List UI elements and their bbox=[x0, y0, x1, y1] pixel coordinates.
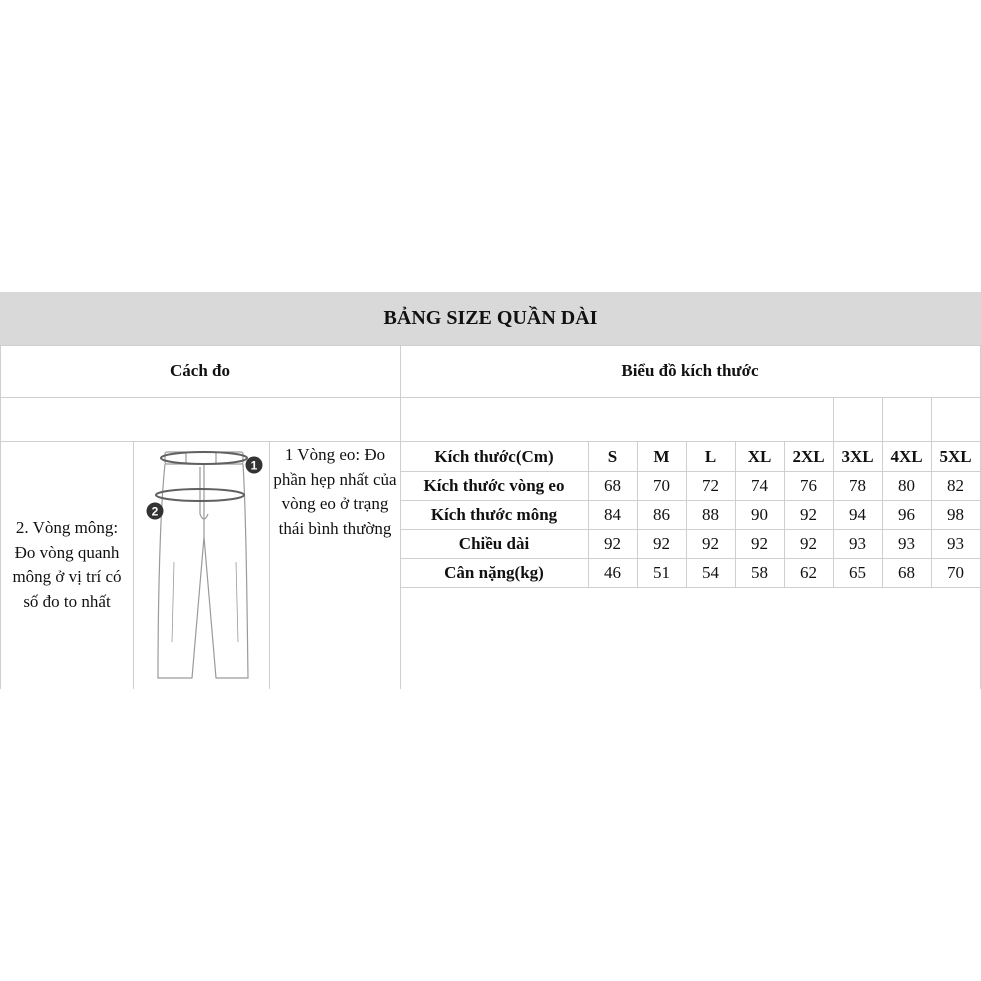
marker-2: 2 bbox=[151, 504, 159, 519]
size-col-header: 2XL bbox=[792, 446, 825, 466]
size-col-header: 4XL bbox=[890, 446, 923, 466]
table-cell: 76 bbox=[800, 475, 817, 495]
table-row-label: Kích thước vòng eo bbox=[423, 475, 565, 495]
table-cell: 93 bbox=[947, 533, 964, 553]
table-cell: 58 bbox=[751, 562, 768, 582]
table-cell: 54 bbox=[702, 562, 719, 582]
table-cell: 82 bbox=[947, 475, 964, 495]
table-cell: 46 bbox=[604, 562, 621, 582]
method-header: Cách đo bbox=[170, 361, 230, 380]
size-col-header: L bbox=[704, 446, 717, 466]
table-cell: 94 bbox=[849, 504, 866, 524]
table-cell: 68 bbox=[604, 475, 621, 495]
table-cell: 70 bbox=[947, 562, 964, 582]
marker-1: 1 bbox=[250, 458, 258, 473]
table-cell: 93 bbox=[898, 533, 915, 553]
table-cell: 92 bbox=[702, 533, 719, 553]
size-col-header: 3XL bbox=[841, 446, 874, 466]
table-cell: 80 bbox=[898, 475, 915, 495]
table-cell: 98 bbox=[947, 504, 964, 524]
table-row-label: Chiều dài bbox=[458, 533, 530, 553]
table-row-label: Kích thước mông bbox=[430, 504, 558, 524]
chart-header: Biểu đồ kích thước bbox=[621, 361, 759, 380]
table-cell: 92 bbox=[800, 504, 817, 524]
size-table-header-label: Kích thước(Cm) bbox=[434, 446, 554, 466]
table-cell: 92 bbox=[604, 533, 621, 553]
grid-line bbox=[400, 587, 981, 588]
table-cell: 84 bbox=[604, 504, 621, 524]
table-cell: 88 bbox=[702, 504, 719, 524]
table-cell: 92 bbox=[751, 533, 768, 553]
table-cell: 78 bbox=[849, 475, 866, 495]
table-cell: 68 bbox=[898, 562, 915, 582]
table-cell: 51 bbox=[653, 562, 670, 582]
trousers-icon bbox=[134, 442, 269, 688]
table-cell: 62 bbox=[800, 562, 817, 582]
size-col-header: S bbox=[607, 446, 618, 466]
table-cell: 70 bbox=[653, 475, 670, 495]
table-cell: 74 bbox=[751, 475, 768, 495]
table-cell: 93 bbox=[849, 533, 866, 553]
table-cell: 72 bbox=[702, 475, 719, 495]
waist-measurement-note: 1 Vòng eo: Đo phần hẹp nhất của vòng eo ở trạng thái bình thường bbox=[273, 445, 397, 538]
size-chart-sheet bbox=[0, 292, 981, 689]
table-cell: 86 bbox=[653, 504, 670, 524]
hip-measurement-note: 2. Vòng mông: Đo vòng quanh mông ở vị trí có số đo to nhất bbox=[12, 518, 122, 611]
size-col-header: 5XL bbox=[939, 446, 972, 466]
chart-title: BẢNG SIZE QUẦN DÀI bbox=[0, 292, 981, 345]
table-cell: 96 bbox=[898, 504, 915, 524]
table-cell: 92 bbox=[800, 533, 817, 553]
table-cell: 65 bbox=[849, 562, 866, 582]
grid-line bbox=[269, 441, 270, 689]
table-row-label: Cân nặng(kg) bbox=[444, 562, 544, 582]
waist-loop-icon bbox=[161, 452, 247, 464]
size-col-header: M bbox=[653, 446, 670, 466]
table-cell: 92 bbox=[653, 533, 670, 553]
size-col-header: XL bbox=[747, 446, 772, 466]
table-cell: 90 bbox=[751, 504, 768, 524]
